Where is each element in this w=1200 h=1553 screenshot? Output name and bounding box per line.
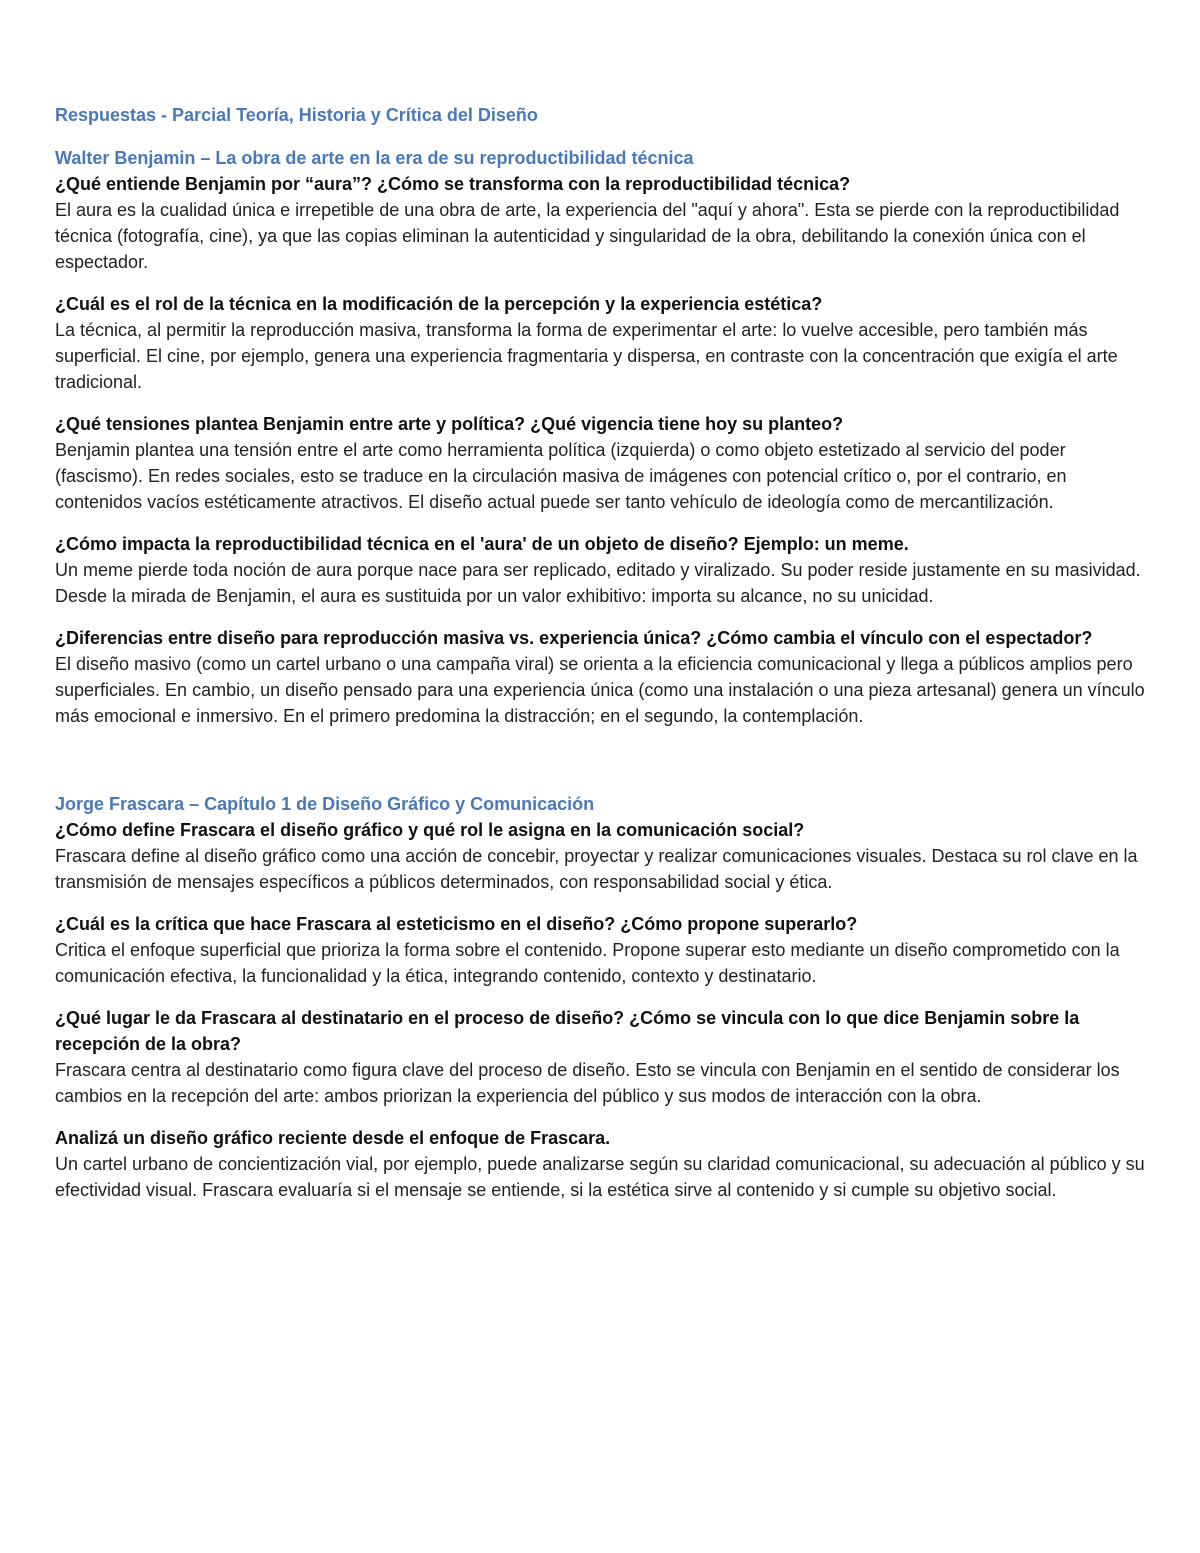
question-text: ¿Cómo define Frascara el diseño gráfico y qué rol le asigna en la comunicación social? xyxy=(55,820,805,840)
qa-item xyxy=(55,531,1150,609)
answer-text: Un cartel urbano de concientización vial, por ejemplo, puede analizarse según su claridad comunicacional, su adecuación al público y su efectividad visual. Frascara evaluaría si el mensaje se entiende, si la estética sirve al contenido y si cumple su objetivo social. xyxy=(55,1154,1145,1200)
document-title: Respuestas - Parcial Teoría, Historia y Crítica del Diseño xyxy=(55,105,538,125)
question-text: ¿Qué lugar le da Frascara al destinatario en el proceso de diseño? ¿Cómo se vincula con lo que dice Benjamin sobre la recepción de la obra? xyxy=(55,1008,1080,1054)
answer-text: Critica el enfoque superficial que prioriza la forma sobre el contenido. Propone superar esto mediante un diseño comprometido con la comunicación efectiva, la funcionalidad y la ética, integrando contenido, contexto y destinatario. xyxy=(55,940,1120,986)
answer-text: Un meme pierde toda noción de aura porque nace para ser replicado, editado y viralizado. Su poder reside justamente en su masividad. Desde la mirada de Benjamin, el aura es sustituida por un valor exhibitivo: importa su alcance, no su unicidad. xyxy=(55,560,1141,606)
question-text: Analizá un diseño gráfico reciente desde el enfoque de Frascara. xyxy=(55,1128,611,1148)
question-text: ¿Qué tensiones plantea Benjamin entre arte y política? ¿Qué vigencia tiene hoy su planteo? xyxy=(55,414,844,434)
qa-item xyxy=(55,1125,1150,1203)
document-page xyxy=(55,102,1150,1219)
section-benjamin xyxy=(55,145,1150,729)
qa-item xyxy=(55,817,1150,895)
qa-item xyxy=(55,625,1150,729)
answer-text: La técnica, al permitir la reproducción masiva, transforma la forma de experimentar el arte: lo vuelve accesible, pero también más superficial. El cine, por ejemplo, genera una experiencia fragmentaria y dispersa, en contraste con la concentración que exigía el arte tradicional. xyxy=(55,320,1118,392)
question-text: ¿Qué entiende Benjamin por “aura”? ¿Cómo se transforma con la reproductibilidad técnica? xyxy=(55,174,851,194)
question-text: ¿Diferencias entre diseño para reproducción masiva vs. experiencia única? ¿Cómo cambia el vínculo con el espectador? xyxy=(55,628,1093,648)
qa-item xyxy=(55,411,1150,515)
qa-item xyxy=(55,171,1150,275)
section-heading: Walter Benjamin – La obra de arte en la era de su reproductibilidad técnica xyxy=(55,148,694,168)
answer-text: Frascara define al diseño gráfico como una acción de concebir, proyectar y realizar comunicaciones visuales. Destaca su rol clave en la transmisión de mensajes específicos a públicos determinados, con responsabilidad social y ética. xyxy=(55,846,1138,892)
qa-item xyxy=(55,911,1150,989)
answer-text: Benjamin plantea una tensión entre el arte como herramienta política (izquierda) o como objeto estetizado al servicio del poder (fascismo). En redes sociales, esto se traduce en la circulación masiva de imágenes con potencial crítico o, por el contrario, en contenidos vacíos estéticamente atractivos. El diseño actual puede ser tanto vehículo de ideología como de mercantilización. xyxy=(55,440,1067,512)
answer-text: El aura es la cualidad única e irrepetible de una obra de arte, la experiencia del "aquí y ahora". Esta se pierde con la reproductibilidad técnica (fotografía, cine), ya que las copias eliminan la autenticidad y singularidad de la obra, debilitando la conexión única con el espectador. xyxy=(55,200,1120,272)
section-heading: Jorge Frascara – Capítulo 1 de Diseño Gráfico y Comunicación xyxy=(55,794,595,814)
answer-text: Frascara centra al destinatario como figura clave del proceso de diseño. Esto se vincula con Benjamin en el sentido de considerar los cambios en la recepción del arte: ambos priorizan la experiencia del público y sus modos de interacción con la obra. xyxy=(55,1060,1120,1106)
section-spacer xyxy=(55,745,1150,791)
question-text: ¿Cómo impacta la reproductibilidad técnica en el 'aura' de un objeto de diseño? Ejemplo: un meme. xyxy=(55,534,909,554)
section-frascara xyxy=(55,791,1150,1203)
question-text: ¿Cuál es el rol de la técnica en la modificación de la percepción y la experiencia estética? xyxy=(55,294,823,314)
qa-item xyxy=(55,1005,1150,1109)
answer-text: El diseño masivo (como un cartel urbano o una campaña viral) se orienta a la eficiencia comunicacional y llega a públicos amplios pero superficiales. En cambio, un diseño pensado para una experiencia única (como una instalación o una pieza artesanal) genera un vínculo más emocional e inmersivo. En el primero predomina la distracción; en el segundo, la contemplación. xyxy=(55,654,1145,726)
question-text: ¿Cuál es la crítica que hace Frascara al esteticismo en el diseño? ¿Cómo propone superarlo? xyxy=(55,914,858,934)
qa-item xyxy=(55,291,1150,395)
